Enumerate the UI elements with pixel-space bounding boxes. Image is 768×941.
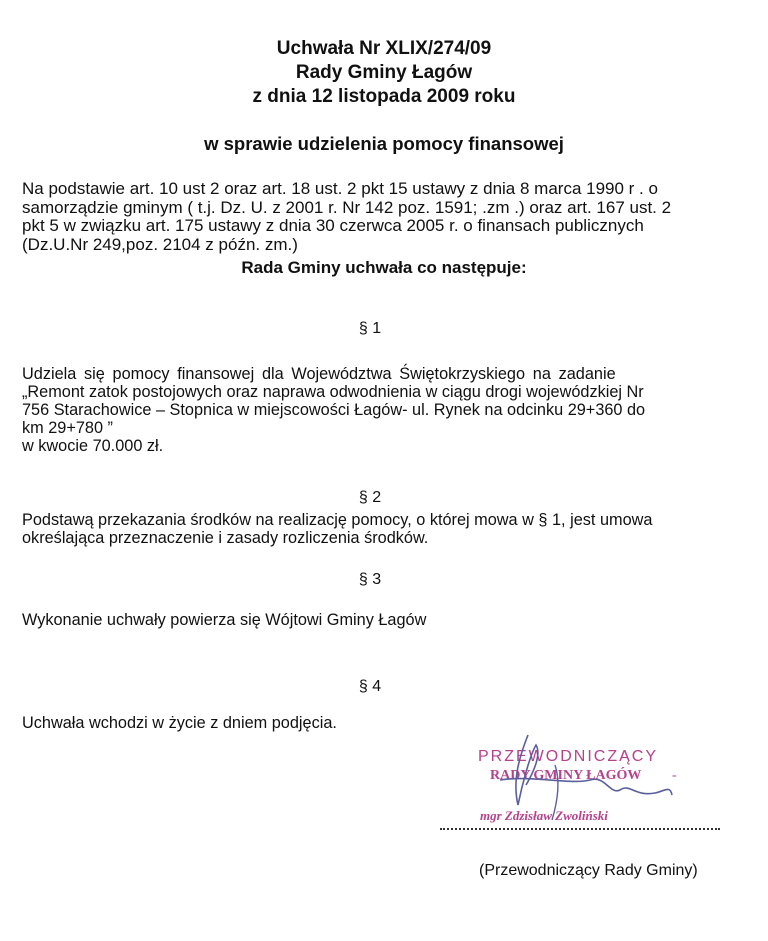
section-line: Uchwała wchodzi w życie z dniem podjęcia. [22,714,337,732]
section-4-body [22,714,337,732]
stamp-dash: - [672,768,677,783]
section-line: Podstawą przekazania środków na realizację pomocy, o której mowa w § 1, jest umowa [22,511,653,529]
preamble-line: Na podstawie art. 10 ust 2 oraz art. 18 ust. 2 pkt 15 ustawy z dnia 8 marca 1990 r . o [22,179,658,198]
section-line: określająca przeznaczenie i zasady rozliczenia środków. [22,529,429,547]
resolution-date: z dnia 12 listopada 2009 roku [252,86,516,107]
signature-line [440,822,720,830]
resolution-number: Uchwała Nr XLIX/274/09 [276,38,492,59]
section-line: w kwocie 70.000 zł. [22,437,164,455]
section-line: Udziela się pomocy finansowej dla Województwa Świętokrzyskiego na zadanie [22,365,616,383]
preamble [22,180,671,254]
stamp-title: PRZEWODNICZĄCY [478,748,658,765]
preamble-line: pkt 5 w związku art. 175 ustawy z dnia 30 czerwca 2005 r. o finansach publicznych [22,216,644,235]
section-line: 756 Starachowice – Stopnica w miejscowości Łagów- ul. Rynek na odcinku 29+360 do [22,401,646,419]
stamp-council: RADY GMINY ŁAGÓW [490,768,642,783]
preamble-line: samorządzie gminym ( t.j. Dz. U. z 2001 r. Nr 142 poz. 1591; .zm .) oraz art. 167 ust. 2 [22,197,672,217]
section-3-body [22,611,426,629]
section-line: „Remont zatok postojowych oraz naprawa odwodnienia w ciągu drogi wojewódzkiej Nr [22,383,644,401]
section-1-body [22,365,742,455]
stamp-name: mgr Zdzisław Zwoliński [480,808,608,823]
signature-caption: (Przewodniczący Rady Gminy) [479,862,698,879]
handwritten-signature [460,725,690,825]
section-2-body [22,511,652,547]
council-name: Rady Gminy Łagów [295,62,473,83]
section-line: km 29+780 ” [22,419,113,437]
section-1-mark: § 1 [358,320,382,337]
section-line: Wykonanie uchwały powierza się Wójtowi Gminy Łagów [22,611,427,629]
resolution-subject: w sprawie udzielenia pomocy finansowej [204,133,564,154]
resolves-heading: Rada Gminy uchwała co następuje: [241,258,527,277]
section-4-mark: § 4 [358,678,382,695]
section-3-mark: § 3 [358,571,382,588]
section-2-mark: § 2 [358,489,382,506]
preamble-line: (Dz.U.Nr 249,poz. 2104 z późn. zm.) [22,234,298,254]
